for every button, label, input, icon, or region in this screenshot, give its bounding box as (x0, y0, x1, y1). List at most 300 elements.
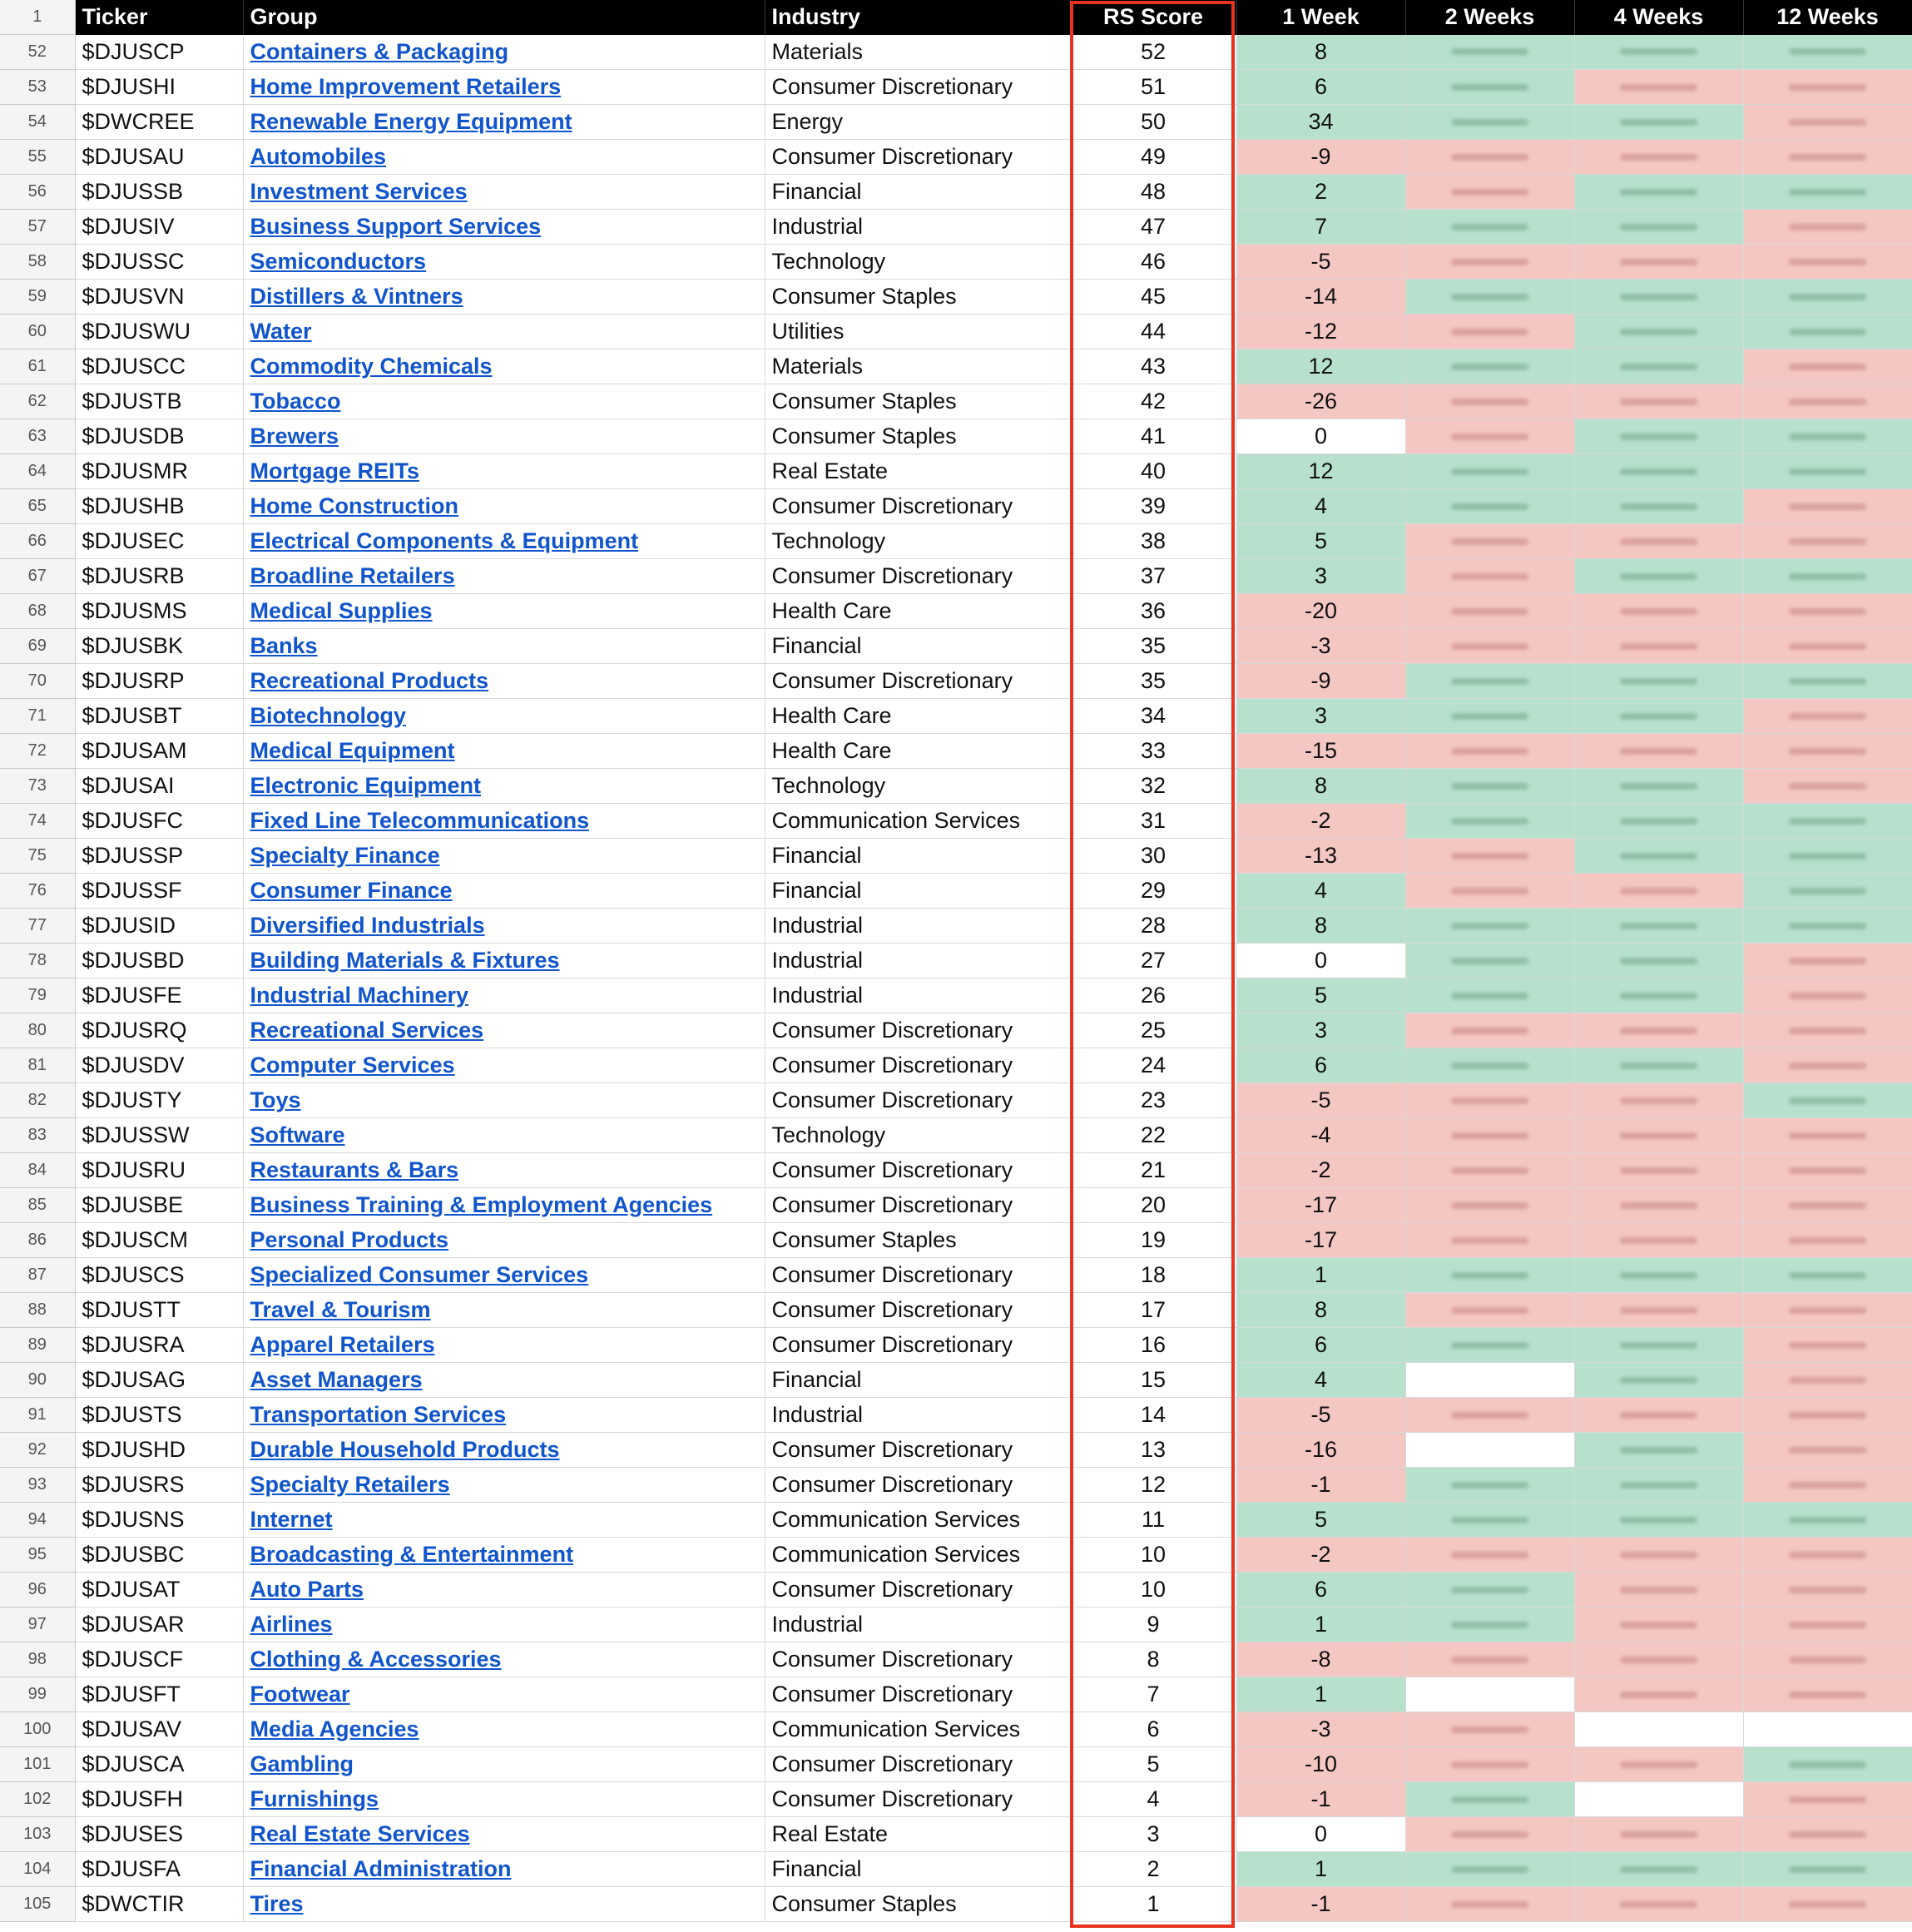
rs-score-cell[interactable]: 22 (1070, 1118, 1236, 1153)
row-number[interactable]: 87 (0, 1258, 75, 1293)
group-cell[interactable] (243, 944, 765, 978)
row-number[interactable]: 72 (0, 734, 75, 769)
group-cell[interactable] (243, 1223, 765, 1258)
row-number[interactable]: 92 (0, 1433, 75, 1468)
rs-score-cell[interactable]: 12 (1070, 1468, 1236, 1503)
week4-cell[interactable] (1574, 1817, 1743, 1852)
rs-score-cell[interactable]: 5 (1070, 1747, 1236, 1782)
row-number[interactable]: 101 (0, 1747, 75, 1782)
week1-cell[interactable]: -9 (1236, 140, 1405, 175)
group-link[interactable]: Internet (250, 1507, 333, 1532)
week1-cell[interactable]: -20 (1236, 594, 1405, 629)
industry-cell[interactable]: Consumer Discretionary (765, 140, 1070, 175)
week4-cell[interactable] (1574, 489, 1743, 524)
group-cell[interactable] (243, 1782, 765, 1817)
group-link[interactable]: Medical Equipment (250, 738, 455, 763)
week1-cell[interactable]: 6 (1236, 1328, 1405, 1363)
rs-score-cell[interactable]: 44 (1070, 315, 1236, 349)
group-link[interactable]: Transportation Services (250, 1402, 507, 1427)
rs-score-cell[interactable]: 19 (1070, 1223, 1236, 1258)
week4-cell[interactable] (1574, 1747, 1743, 1782)
week2-cell[interactable] (1405, 1503, 1574, 1538)
group-link[interactable]: Containers & Packaging (250, 38, 509, 64)
week1-cell[interactable]: -15 (1236, 734, 1405, 769)
week4-cell[interactable] (1574, 1293, 1743, 1328)
row-number[interactable]: 99 (0, 1677, 75, 1712)
week4-cell[interactable] (1574, 629, 1743, 664)
group-cell[interactable] (243, 1433, 765, 1468)
group-link[interactable]: Banks (250, 633, 318, 658)
row-number[interactable]: 102 (0, 1782, 75, 1817)
industry-cell[interactable]: Consumer Discretionary (765, 559, 1070, 594)
ticker-cell[interactable]: $DJUSFH (75, 1782, 243, 1817)
group-cell[interactable] (243, 1538, 765, 1573)
ticker-cell[interactable]: $DJUSRU (75, 1153, 243, 1188)
week4-cell[interactable] (1574, 1083, 1743, 1118)
rs-score-cell[interactable]: 3 (1070, 1817, 1236, 1852)
industry-cell[interactable]: Financial (765, 1363, 1070, 1398)
week2-cell[interactable] (1405, 489, 1574, 524)
group-cell[interactable] (243, 1118, 765, 1153)
group-cell[interactable] (243, 1468, 765, 1503)
week4-cell[interactable] (1574, 1363, 1743, 1398)
rs-score-cell[interactable]: 2 (1070, 1852, 1236, 1887)
week1-cell[interactable]: 2 (1236, 175, 1405, 210)
ticker-cell[interactable]: $DJUSIV (75, 210, 243, 245)
week2-cell[interactable] (1405, 1188, 1574, 1223)
ticker-cell[interactable]: $DJUSFT (75, 1677, 243, 1712)
group-cell[interactable] (243, 245, 765, 280)
group-link[interactable]: Building Materials & Fixtures (250, 948, 560, 973)
group-cell[interactable] (243, 315, 765, 349)
week2-cell[interactable] (1405, 559, 1574, 594)
rs-score-cell[interactable]: 26 (1070, 978, 1236, 1013)
week2-cell[interactable] (1405, 839, 1574, 874)
week2-cell[interactable] (1405, 1747, 1574, 1782)
group-cell[interactable] (243, 210, 765, 245)
week12-cell[interactable] (1743, 140, 1912, 175)
row-number[interactable]: 61 (0, 349, 75, 384)
industry-cell[interactable]: Communication Services (765, 1538, 1070, 1573)
ticker-cell[interactable]: $DJUSRA (75, 1328, 243, 1363)
ticker-cell[interactable]: $DJUSWU (75, 315, 243, 349)
group-link[interactable]: Business Support Services (250, 214, 542, 239)
week12-cell[interactable] (1743, 454, 1912, 489)
week12-cell[interactable] (1743, 1817, 1912, 1852)
row-number[interactable]: 62 (0, 384, 75, 419)
ticker-cell[interactable]: $DJUSSF (75, 874, 243, 909)
week12-cell[interactable] (1743, 1048, 1912, 1083)
week12-cell[interactable] (1743, 1153, 1912, 1188)
week2-cell[interactable] (1405, 315, 1574, 349)
rs-score-cell[interactable]: 35 (1070, 664, 1236, 699)
group-link[interactable]: Clothing & Accessories (250, 1647, 502, 1672)
group-cell[interactable] (243, 1083, 765, 1118)
group-cell[interactable] (243, 839, 765, 874)
week2-cell[interactable] (1405, 1048, 1574, 1083)
week2-cell[interactable] (1405, 35, 1574, 70)
row-number[interactable]: 84 (0, 1153, 75, 1188)
rs-score-cell[interactable]: 21 (1070, 1153, 1236, 1188)
industry-cell[interactable]: Consumer Staples (765, 1223, 1070, 1258)
industry-cell[interactable]: Consumer Discretionary (765, 1747, 1070, 1782)
week1-cell[interactable]: 12 (1236, 454, 1405, 489)
group-link[interactable]: Home Improvement Retailers (250, 74, 562, 99)
week2-cell[interactable] (1405, 1538, 1574, 1573)
week4-cell[interactable] (1574, 1852, 1743, 1887)
row-number[interactable]: 64 (0, 454, 75, 489)
week1-cell[interactable]: 12 (1236, 349, 1405, 384)
week4-cell[interactable] (1574, 559, 1743, 594)
group-cell[interactable] (243, 1747, 765, 1782)
ticker-cell[interactable]: $DJUSAR (75, 1608, 243, 1642)
rs-score-cell[interactable]: 30 (1070, 839, 1236, 874)
row-number[interactable]: 54 (0, 105, 75, 140)
row-number[interactable]: 78 (0, 944, 75, 978)
week4-cell[interactable] (1574, 944, 1743, 978)
week2-cell[interactable] (1405, 1782, 1574, 1817)
rs-score-cell[interactable]: 17 (1070, 1293, 1236, 1328)
industry-cell[interactable]: Utilities (765, 315, 1070, 349)
industry-cell[interactable]: Consumer Discretionary (765, 1188, 1070, 1223)
week4-cell[interactable] (1574, 1538, 1743, 1573)
group-cell[interactable] (243, 1153, 765, 1188)
week12-cell[interactable] (1743, 524, 1912, 559)
week12-cell[interactable] (1743, 1293, 1912, 1328)
week1-cell[interactable]: 5 (1236, 1503, 1405, 1538)
group-link[interactable]: Tires (250, 1891, 304, 1916)
group-link[interactable]: Business Training & Employment Agencies (250, 1192, 713, 1217)
rs-score-cell[interactable]: 10 (1070, 1573, 1236, 1608)
group-link[interactable]: Personal Products (250, 1227, 449, 1252)
group-link[interactable]: Auto Parts (250, 1577, 364, 1602)
row-number[interactable]: 69 (0, 629, 75, 664)
group-cell[interactable] (243, 1677, 765, 1712)
week12-cell[interactable] (1743, 210, 1912, 245)
week1-cell[interactable]: -5 (1236, 1083, 1405, 1118)
week12-cell[interactable] (1743, 1188, 1912, 1223)
rs-score-cell[interactable]: 38 (1070, 524, 1236, 559)
group-cell[interactable] (243, 909, 765, 944)
industry-cell[interactable]: Health Care (765, 594, 1070, 629)
rs-score-cell[interactable]: 34 (1070, 699, 1236, 734)
group-cell[interactable] (243, 280, 765, 315)
group-cell[interactable] (243, 1363, 765, 1398)
week2-cell[interactable] (1405, 384, 1574, 419)
week1-cell[interactable]: 1 (1236, 1258, 1405, 1293)
ticker-cell[interactable]: $DJUSTT (75, 1293, 243, 1328)
week1-cell[interactable]: -3 (1236, 1712, 1405, 1747)
ticker-cell[interactable]: $DJUSFE (75, 978, 243, 1013)
row-number[interactable]: 58 (0, 245, 75, 280)
week2-cell[interactable] (1405, 944, 1574, 978)
week2-cell[interactable] (1405, 349, 1574, 384)
industry-cell[interactable]: Communication Services (765, 804, 1070, 839)
week1-cell[interactable]: 5 (1236, 524, 1405, 559)
group-link[interactable]: Gambling (250, 1751, 354, 1776)
row-number[interactable]: 98 (0, 1642, 75, 1677)
week2-cell[interactable] (1405, 594, 1574, 629)
rs-score-cell[interactable]: 50 (1070, 105, 1236, 140)
row-number[interactable]: 88 (0, 1293, 75, 1328)
week4-cell[interactable] (1574, 1782, 1743, 1817)
industry-cell[interactable]: Technology (765, 1118, 1070, 1153)
week12-cell[interactable] (1743, 175, 1912, 210)
week1-cell[interactable]: -8 (1236, 1642, 1405, 1677)
group-link[interactable]: Distillers & Vintners (250, 284, 463, 309)
week1-cell[interactable]: 8 (1236, 909, 1405, 944)
week4-cell[interactable] (1574, 839, 1743, 874)
week12-cell[interactable] (1743, 1118, 1912, 1153)
industry-cell[interactable]: Consumer Discretionary (765, 1642, 1070, 1677)
row-number[interactable]: 89 (0, 1328, 75, 1363)
week12-cell[interactable] (1743, 1363, 1912, 1398)
week2-cell[interactable] (1405, 1223, 1574, 1258)
week4-cell[interactable] (1574, 978, 1743, 1013)
row-number[interactable]: 74 (0, 804, 75, 839)
week12-cell[interactable] (1743, 1433, 1912, 1468)
week1-cell[interactable]: 4 (1236, 874, 1405, 909)
week12-cell[interactable] (1743, 1887, 1912, 1922)
week1-cell[interactable]: 0 (1236, 419, 1405, 454)
group-cell[interactable] (243, 804, 765, 839)
row-number[interactable]: 56 (0, 175, 75, 210)
group-cell[interactable] (243, 1608, 765, 1642)
week4-cell[interactable] (1574, 1013, 1743, 1048)
row-number[interactable]: 104 (0, 1852, 75, 1887)
group-cell[interactable] (243, 1258, 765, 1293)
week2-cell[interactable] (1405, 1677, 1574, 1712)
week1-cell[interactable]: -1 (1236, 1468, 1405, 1503)
group-link[interactable]: Home Construction (250, 493, 459, 518)
industry-cell[interactable]: Communication Services (765, 1712, 1070, 1747)
ticker-cell[interactable]: $DWCREE (75, 105, 243, 140)
week2-cell[interactable] (1405, 734, 1574, 769)
rs-score-cell[interactable]: 46 (1070, 245, 1236, 280)
industry-cell[interactable]: Consumer Discretionary (765, 664, 1070, 699)
group-cell[interactable] (243, 1188, 765, 1223)
rs-score-cell[interactable]: 10 (1070, 1538, 1236, 1573)
week4-cell[interactable] (1574, 909, 1743, 944)
group-cell[interactable] (243, 559, 765, 594)
ticker-cell[interactable]: $DJUSTB (75, 384, 243, 419)
week1-cell[interactable]: -2 (1236, 804, 1405, 839)
rs-score-cell[interactable]: 20 (1070, 1188, 1236, 1223)
rs-score-cell[interactable]: 6 (1070, 1712, 1236, 1747)
week1-cell[interactable]: -2 (1236, 1153, 1405, 1188)
week12-cell[interactable] (1743, 874, 1912, 909)
row-number[interactable]: 94 (0, 1503, 75, 1538)
ticker-cell[interactable]: $DJUSDB (75, 419, 243, 454)
rs-score-cell[interactable]: 16 (1070, 1328, 1236, 1363)
industry-cell[interactable]: Industrial (765, 909, 1070, 944)
week12-cell[interactable] (1743, 1608, 1912, 1642)
week4-cell[interactable] (1574, 1503, 1743, 1538)
week4-cell[interactable] (1574, 70, 1743, 105)
industry-cell[interactable]: Consumer Discretionary (765, 1573, 1070, 1608)
week2-cell[interactable] (1405, 769, 1574, 804)
week4-cell[interactable] (1574, 1188, 1743, 1223)
group-link[interactable]: Water (250, 319, 312, 344)
rs-score-cell[interactable]: 40 (1070, 454, 1236, 489)
group-link[interactable]: Industrial Machinery (250, 983, 469, 1008)
ticker-cell[interactable]: $DJUSAV (75, 1712, 243, 1747)
industry-cell[interactable]: Industrial (765, 978, 1070, 1013)
week1-cell[interactable]: 0 (1236, 1817, 1405, 1852)
row-number[interactable]: 73 (0, 769, 75, 804)
ticker-cell[interactable]: $DJUSRP (75, 664, 243, 699)
week2-cell[interactable] (1405, 245, 1574, 280)
week4-cell[interactable] (1574, 524, 1743, 559)
week2-cell[interactable] (1405, 699, 1574, 734)
ticker-cell[interactable]: $DJUSBD (75, 944, 243, 978)
rs-score-cell[interactable]: 7 (1070, 1677, 1236, 1712)
ticker-cell[interactable]: $DJUSSC (75, 245, 243, 280)
industry-cell[interactable]: Technology (765, 769, 1070, 804)
rs-score-cell[interactable]: 29 (1070, 874, 1236, 909)
industry-cell[interactable]: Financial (765, 874, 1070, 909)
week2-column-header[interactable]: 2 Weeks (1405, 0, 1574, 35)
group-cell[interactable] (243, 1013, 765, 1048)
week4-cell[interactable] (1574, 280, 1743, 315)
rs-score-cell[interactable]: 31 (1070, 804, 1236, 839)
industry-cell[interactable]: Health Care (765, 699, 1070, 734)
group-link[interactable]: Fixed Line Telecommunications (250, 808, 590, 833)
group-cell[interactable] (243, 594, 765, 629)
group-link[interactable]: Financial Administration (250, 1856, 512, 1881)
group-link[interactable]: Renewable Energy Equipment (250, 109, 572, 134)
group-link[interactable]: Mortgage REITs (250, 458, 420, 483)
week12-cell[interactable] (1743, 70, 1912, 105)
week2-cell[interactable] (1405, 280, 1574, 315)
week2-cell[interactable] (1405, 454, 1574, 489)
week4-cell[interactable] (1574, 699, 1743, 734)
week12-cell[interactable] (1743, 1503, 1912, 1538)
week12-cell[interactable] (1743, 769, 1912, 804)
group-link[interactable]: Real Estate Services (250, 1821, 470, 1846)
week2-cell[interactable] (1405, 1083, 1574, 1118)
group-link[interactable]: Tobacco (250, 389, 341, 414)
group-link[interactable]: Semiconductors (250, 249, 427, 274)
industry-cell[interactable]: Consumer Discretionary (765, 489, 1070, 524)
ticker-cell[interactable]: $DJUSCC (75, 349, 243, 384)
group-cell[interactable] (243, 734, 765, 769)
week1-cell[interactable]: 3 (1236, 559, 1405, 594)
group-cell[interactable] (243, 664, 765, 699)
row-number[interactable]: 63 (0, 419, 75, 454)
week12-cell[interactable] (1743, 35, 1912, 70)
group-link[interactable]: Airlines (250, 1612, 333, 1637)
ticker-cell[interactable]: $DJUSFC (75, 804, 243, 839)
week1-cell[interactable]: -16 (1236, 1433, 1405, 1468)
week12-cell[interactable] (1743, 909, 1912, 944)
week12-cell[interactable] (1743, 349, 1912, 384)
week2-cell[interactable] (1405, 874, 1574, 909)
rs-score-cell[interactable]: 43 (1070, 349, 1236, 384)
row-number[interactable]: 66 (0, 524, 75, 559)
week2-cell[interactable] (1405, 140, 1574, 175)
week2-cell[interactable] (1405, 1398, 1574, 1433)
group-link[interactable]: Commodity Chemicals (250, 354, 493, 379)
week1-cell[interactable]: -17 (1236, 1223, 1405, 1258)
industry-cell[interactable]: Consumer Discretionary (765, 1083, 1070, 1118)
week2-cell[interactable] (1405, 664, 1574, 699)
week4-cell[interactable] (1574, 35, 1743, 70)
rs-score-cell[interactable]: 11 (1070, 1503, 1236, 1538)
rs-score-cell[interactable]: 9 (1070, 1608, 1236, 1642)
row-number[interactable]: 60 (0, 315, 75, 349)
row-number[interactable]: 55 (0, 140, 75, 175)
row-number[interactable]: 91 (0, 1398, 75, 1433)
ticker-cell[interactable]: $DJUSID (75, 909, 243, 944)
week1-cell[interactable]: -5 (1236, 1398, 1405, 1433)
ticker-cell[interactable]: $DJUSAI (75, 769, 243, 804)
week1-cell[interactable]: 7 (1236, 210, 1405, 245)
week4-cell[interactable] (1574, 1153, 1743, 1188)
group-link[interactable]: Asset Managers (250, 1367, 423, 1392)
industry-cell[interactable]: Real Estate (765, 454, 1070, 489)
ticker-cell[interactable]: $DJUSMS (75, 594, 243, 629)
group-cell[interactable] (243, 978, 765, 1013)
group-cell[interactable] (243, 384, 765, 419)
group-link[interactable]: Software (250, 1122, 345, 1147)
rs-score-cell[interactable]: 49 (1070, 140, 1236, 175)
ticker-cell[interactable]: $DJUSBK (75, 629, 243, 664)
week12-cell[interactable] (1743, 978, 1912, 1013)
rs-score-cell[interactable]: 25 (1070, 1013, 1236, 1048)
week1-cell[interactable]: -10 (1236, 1747, 1405, 1782)
week4-cell[interactable] (1574, 1398, 1743, 1433)
week1-cell[interactable]: 6 (1236, 70, 1405, 105)
industry-cell[interactable]: Real Estate (765, 1817, 1070, 1852)
row-number[interactable]: 97 (0, 1608, 75, 1642)
week12-cell[interactable] (1743, 664, 1912, 699)
week4-cell[interactable] (1574, 105, 1743, 140)
week4-column-header[interactable]: 4 Weeks (1574, 0, 1743, 35)
industry-cell[interactable]: Communication Services (765, 1503, 1070, 1538)
week1-cell[interactable]: 5 (1236, 978, 1405, 1013)
ticker-cell[interactable]: $DJUSTS (75, 1398, 243, 1433)
week12-cell[interactable] (1743, 1642, 1912, 1677)
week2-cell[interactable] (1405, 1712, 1574, 1747)
group-link[interactable]: Consumer Finance (250, 878, 453, 903)
rs-score-cell[interactable]: 52 (1070, 35, 1236, 70)
industry-cell[interactable]: Financial (765, 1852, 1070, 1887)
week1-cell[interactable]: 6 (1236, 1048, 1405, 1083)
group-link[interactable]: Specialized Consumer Services (250, 1262, 589, 1287)
industry-cell[interactable]: Consumer Staples (765, 280, 1070, 315)
industry-cell[interactable]: Consumer Staples (765, 1887, 1070, 1922)
group-link[interactable]: Diversified Industrials (250, 913, 485, 938)
week12-cell[interactable] (1743, 629, 1912, 664)
ticker-cell[interactable]: $DJUSBC (75, 1538, 243, 1573)
week4-cell[interactable] (1574, 454, 1743, 489)
group-cell[interactable] (243, 1712, 765, 1747)
week4-cell[interactable] (1574, 1887, 1743, 1922)
group-cell[interactable] (243, 1852, 765, 1887)
ticker-cell[interactable]: $DJUSAG (75, 1363, 243, 1398)
row-number[interactable]: 57 (0, 210, 75, 245)
rs-score-cell[interactable]: 41 (1070, 419, 1236, 454)
week2-cell[interactable] (1405, 105, 1574, 140)
industry-cell[interactable]: Financial (765, 839, 1070, 874)
group-cell[interactable] (243, 1293, 765, 1328)
industry-cell[interactable]: Consumer Discretionary (765, 1328, 1070, 1363)
group-cell[interactable] (243, 874, 765, 909)
week4-cell[interactable] (1574, 210, 1743, 245)
week12-cell[interactable] (1743, 489, 1912, 524)
week2-cell[interactable] (1405, 1433, 1574, 1468)
